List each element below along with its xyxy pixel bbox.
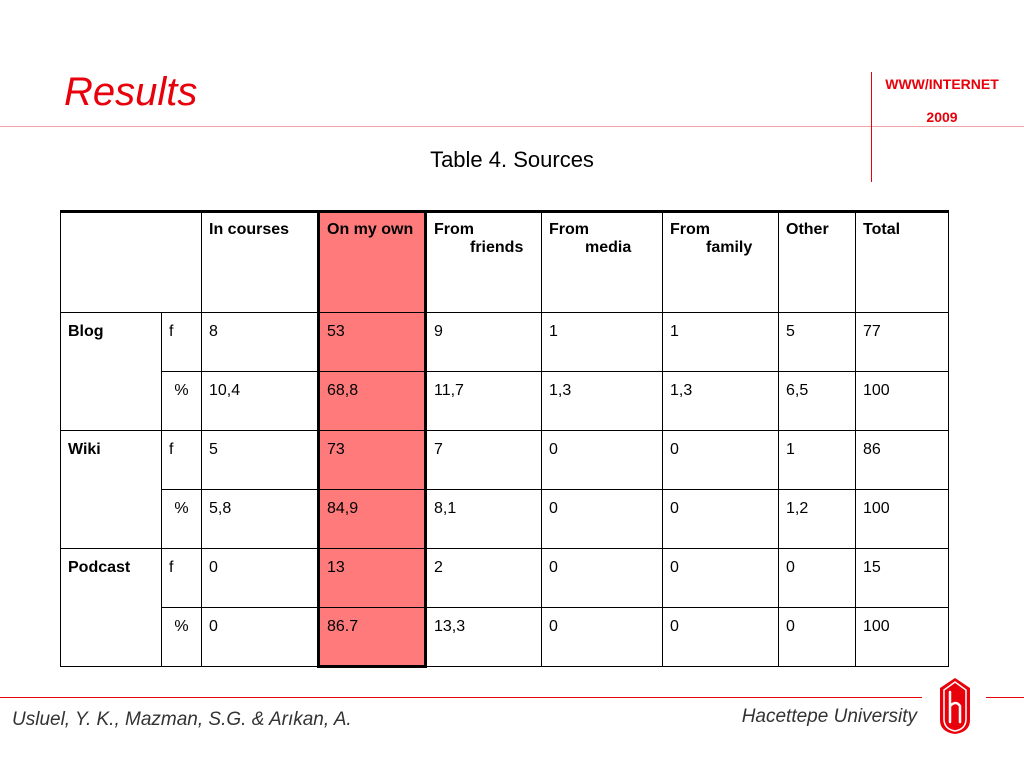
stat-cell: f bbox=[162, 431, 202, 490]
value-from-media: 1 bbox=[542, 313, 663, 372]
value-total: 100 bbox=[856, 608, 949, 667]
value-from-family: 0 bbox=[663, 608, 779, 667]
value-on-my-own: 84,9 bbox=[319, 490, 426, 549]
header-total: Total bbox=[856, 212, 949, 313]
group-label-wiki: Wiki bbox=[61, 431, 162, 549]
value-in-courses: 0 bbox=[202, 549, 319, 608]
value-from-family: 0 bbox=[663, 490, 779, 549]
stat-cell: f bbox=[162, 313, 202, 372]
value-other: 6,5 bbox=[779, 372, 856, 431]
header-from-family-line1: From bbox=[670, 221, 710, 238]
footer-authors: Usluel, Y. K., Mazman, S.G. & Arıkan, A. bbox=[12, 709, 352, 730]
value-on-my-own: 53 bbox=[319, 313, 426, 372]
stat-cell: f bbox=[162, 549, 202, 608]
footer-university: Hacettepe University bbox=[741, 706, 917, 727]
header-from-family bbox=[663, 212, 779, 313]
header-from-media-line1: From bbox=[549, 221, 589, 238]
value-from-friends: 9 bbox=[426, 313, 542, 372]
sources-table-wrapper bbox=[60, 210, 949, 668]
table-row-wiki-f bbox=[61, 431, 949, 490]
footer-divider-right bbox=[986, 697, 1024, 698]
value-from-friends: 2 bbox=[426, 549, 542, 608]
value-total: 100 bbox=[856, 490, 949, 549]
value-from-friends: 7 bbox=[426, 431, 542, 490]
value-from-family: 0 bbox=[663, 431, 779, 490]
header-from-friends-line1: From bbox=[434, 221, 474, 238]
value-from-friends: 13,3 bbox=[426, 608, 542, 667]
value-in-courses: 10,4 bbox=[202, 372, 319, 431]
header-from-media bbox=[542, 212, 663, 313]
header-in-courses: In courses bbox=[202, 212, 319, 313]
value-on-my-own: 68,8 bbox=[319, 372, 426, 431]
stat-cell: % bbox=[162, 372, 202, 431]
value-other: 0 bbox=[779, 549, 856, 608]
value-in-courses: 5 bbox=[202, 431, 319, 490]
value-on-my-own: 73 bbox=[319, 431, 426, 490]
conference-name: WWW/INTERNET bbox=[885, 76, 999, 92]
value-from-family: 1,3 bbox=[663, 372, 779, 431]
table-row-blog-pct bbox=[61, 372, 949, 431]
value-total: 15 bbox=[856, 549, 949, 608]
table-caption: Table 4. Sources bbox=[430, 147, 594, 172]
stat-cell: % bbox=[162, 490, 202, 549]
value-from-family: 0 bbox=[663, 549, 779, 608]
value-total: 77 bbox=[856, 313, 949, 372]
value-total: 86 bbox=[856, 431, 949, 490]
table-header-row bbox=[61, 212, 949, 313]
header-empty-cell bbox=[61, 212, 202, 313]
header-from-friends bbox=[426, 212, 542, 313]
value-on-my-own: 86.7 bbox=[319, 608, 426, 667]
value-in-courses: 5,8 bbox=[202, 490, 319, 549]
value-from-media: 0 bbox=[542, 549, 663, 608]
sources-table bbox=[60, 210, 949, 668]
table-row-podcast-f bbox=[61, 549, 949, 608]
value-on-my-own: 13 bbox=[319, 549, 426, 608]
table-row-blog-f bbox=[61, 313, 949, 372]
value-from-family: 1 bbox=[663, 313, 779, 372]
header-on-my-own: On my own bbox=[319, 212, 426, 313]
value-from-media: 0 bbox=[542, 608, 663, 667]
value-in-courses: 8 bbox=[202, 313, 319, 372]
slide-title: Results bbox=[64, 70, 198, 114]
group-label-podcast: Podcast bbox=[61, 549, 162, 667]
group-label-blog: Blog bbox=[61, 313, 162, 431]
value-from-media: 0 bbox=[542, 490, 663, 549]
value-other: 5 bbox=[779, 313, 856, 372]
value-in-courses: 0 bbox=[202, 608, 319, 667]
value-from-friends: 11,7 bbox=[426, 372, 542, 431]
header-from-media-line2: media bbox=[585, 239, 632, 256]
value-total: 100 bbox=[856, 372, 949, 431]
header-from-friends-line2: friends bbox=[470, 239, 524, 256]
table-row-wiki-pct bbox=[61, 490, 949, 549]
footer-divider bbox=[0, 697, 922, 698]
header-other: Other bbox=[779, 212, 856, 313]
hacettepe-logo-icon bbox=[934, 676, 976, 736]
conference-year: 2009 bbox=[916, 108, 968, 126]
value-other: 1,2 bbox=[779, 490, 856, 549]
value-from-friends: 8,1 bbox=[426, 490, 542, 549]
value-other: 1 bbox=[779, 431, 856, 490]
value-other: 0 bbox=[779, 608, 856, 667]
table-row-podcast-pct bbox=[61, 608, 949, 667]
header-from-family-line2: family bbox=[706, 239, 753, 256]
value-from-media: 1,3 bbox=[542, 372, 663, 431]
value-from-media: 0 bbox=[542, 431, 663, 490]
stat-cell: % bbox=[162, 608, 202, 667]
